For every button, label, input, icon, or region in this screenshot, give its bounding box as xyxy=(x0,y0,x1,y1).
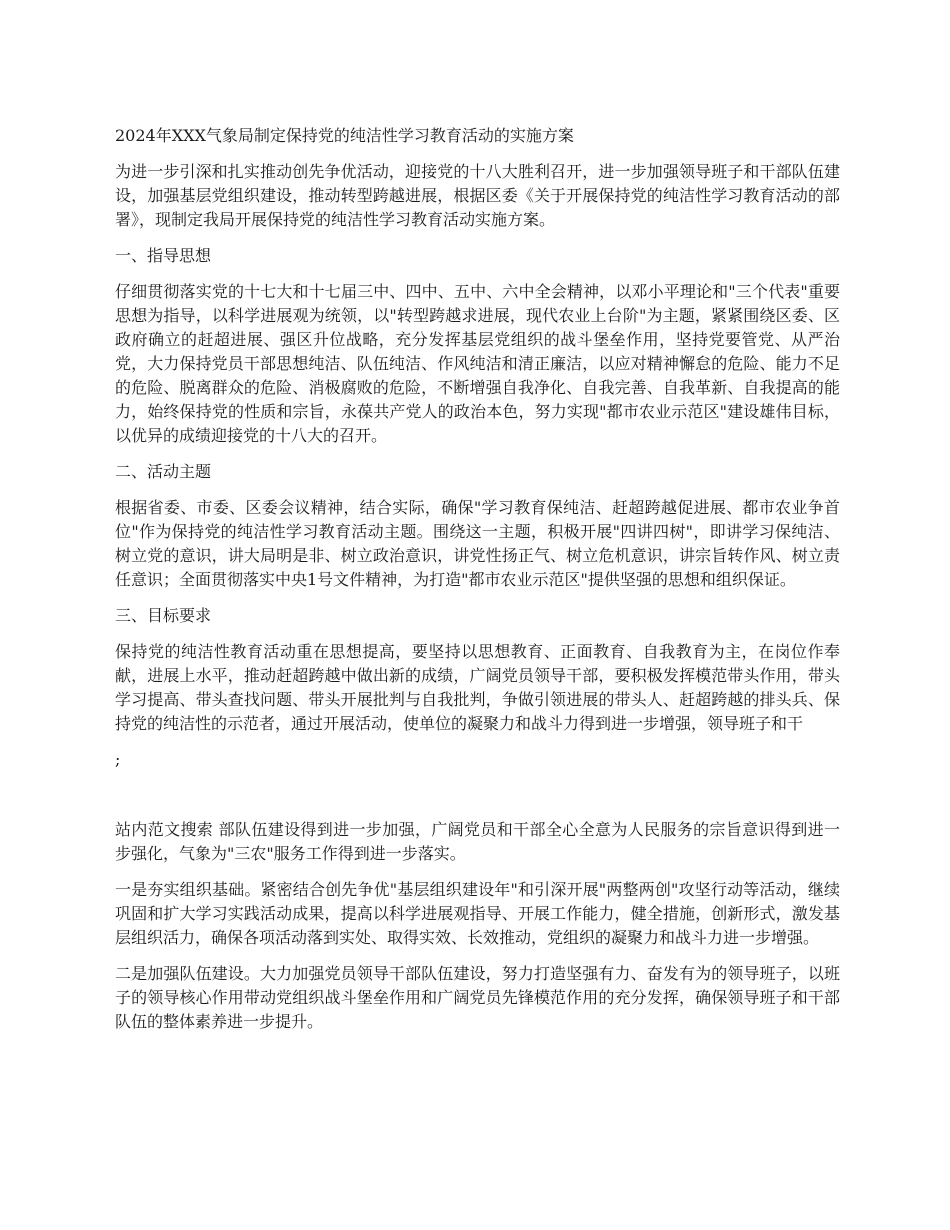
document-title: 2024年XXX气象局制定保持党的纯洁性学习教育活动的实施方案 xyxy=(115,126,574,145)
section-heading-goals: 三、目标要求 xyxy=(115,606,212,625)
document-page xyxy=(115,124,840,1046)
continued-paragraph: 站内范文搜索 部队伍建设得到进一步加强，广阔党员和干部全心全意为人民服务的宗旨意识得到进一步强化，气象为"三农"服务工作得到进一步落实。 xyxy=(115,820,840,863)
intro-paragraph: 为进一步引深和扎实推动创先争优活动，迎接党的十八大胜利召开，进一步加强领导班子和干部队伍建设，加强基层党组织建设，推动转型跨越进展，根据区委《关于开展保持党的纯洁性学习教育活动的部署》，现制定我局开展保持党的纯洁性学习教育活动实施方案。 xyxy=(115,162,840,229)
section-body-goals: 保持党的纯洁性教育活动重在思想提高，要坚持以思想教育、正面教育、自我教育为主，在岗位作奉献，进展上水平，推动赶超跨越中做出新的成绩，广阔党员领导干部，要积极发挥模范带头作用，带头学习提高、带头查找问题、带头开展批判与自我批判，争做引领进展的带头人、赶超跨越的排头兵、保持党的纯洁性的示范者，通过开展活动，使单位的凝聚力和战斗力得到进一步增强，领导班子和干 xyxy=(115,642,840,733)
section-heading-activity-theme: 二、活动主题 xyxy=(115,462,212,481)
section-heading-guiding-ideology: 一、指导思想 xyxy=(115,246,212,265)
point-organization-foundation: 一是夯实组织基础。紧密结合创先争优"基层组织建设年"和引深开展"两整两创"攻坚行动等活动，继续巩固和扩大学习实践活动成果，提高以科学进展观指导、开展工作能力，健全措施，创新形式，激发基层组织活力，确保各项活动落到实处、取得实效、长效推动，党组织的凝聚力和战斗力进一步增强。 xyxy=(115,880,840,947)
page-break-semicolon: ; xyxy=(115,750,121,769)
point-team-building: 二是加强队伍建设。大力加强党员领导干部队伍建设，努力打造坚强有力、奋发有为的领导班子，以班子的领导核心作用带动党组织战斗堡垒作用和广阔党员先锋模范作用的充分发挥，确保领导班子和干部队伍的整体素养进一步提升。 xyxy=(115,964,840,1031)
section-body-activity-theme: 根据省委、市委、区委会议精神，结合实际，确保"学习教育保纯洁、赶超跨越促进展、都市农业争首位"作为保持党的纯洁性学习教育活动主题。围绕这一主题，积极开展"四讲四树"，即讲学习保纯洁、树立党的意识，讲大局明是非、树立政治意识，讲党性扬正气、树立危机意识，讲宗旨转作风、树立责任意识；全面贯彻落实中央1号文件精神，为打造"都市农业示范区"提供坚强的思想和组织保证。 xyxy=(115,498,840,589)
section-body-guiding-ideology: 仔细贯彻落实党的十七大和十七届三中、四中、五中、六中全会精神，以邓小平理论和"三个代表"重要思想为指导，以科学进展观为统领，以"转型跨越求进展，现代农业上台阶"为主题，紧紧围绕区委、区政府确立的赶超进展、强区升位战略，充分发挥基层党组织的战斗堡垒作用，坚持党要管党、从严治党，大力保持党员干部思想纯洁、队伍纯洁、作风纯洁和清正廉洁，以应对精神懈怠的危险、能力不足的危险、脱离群众的危险、消极腐败的危险，不断增强自我净化、自我完善、自我革新、自我提高的能力，始终保持党的性质和宗旨，永葆共产党人的政治本色，努力实现"都市农业示范区"建设雄伟目标，以优异的成绩迎接党的十八大的召开。 xyxy=(115,282,840,445)
